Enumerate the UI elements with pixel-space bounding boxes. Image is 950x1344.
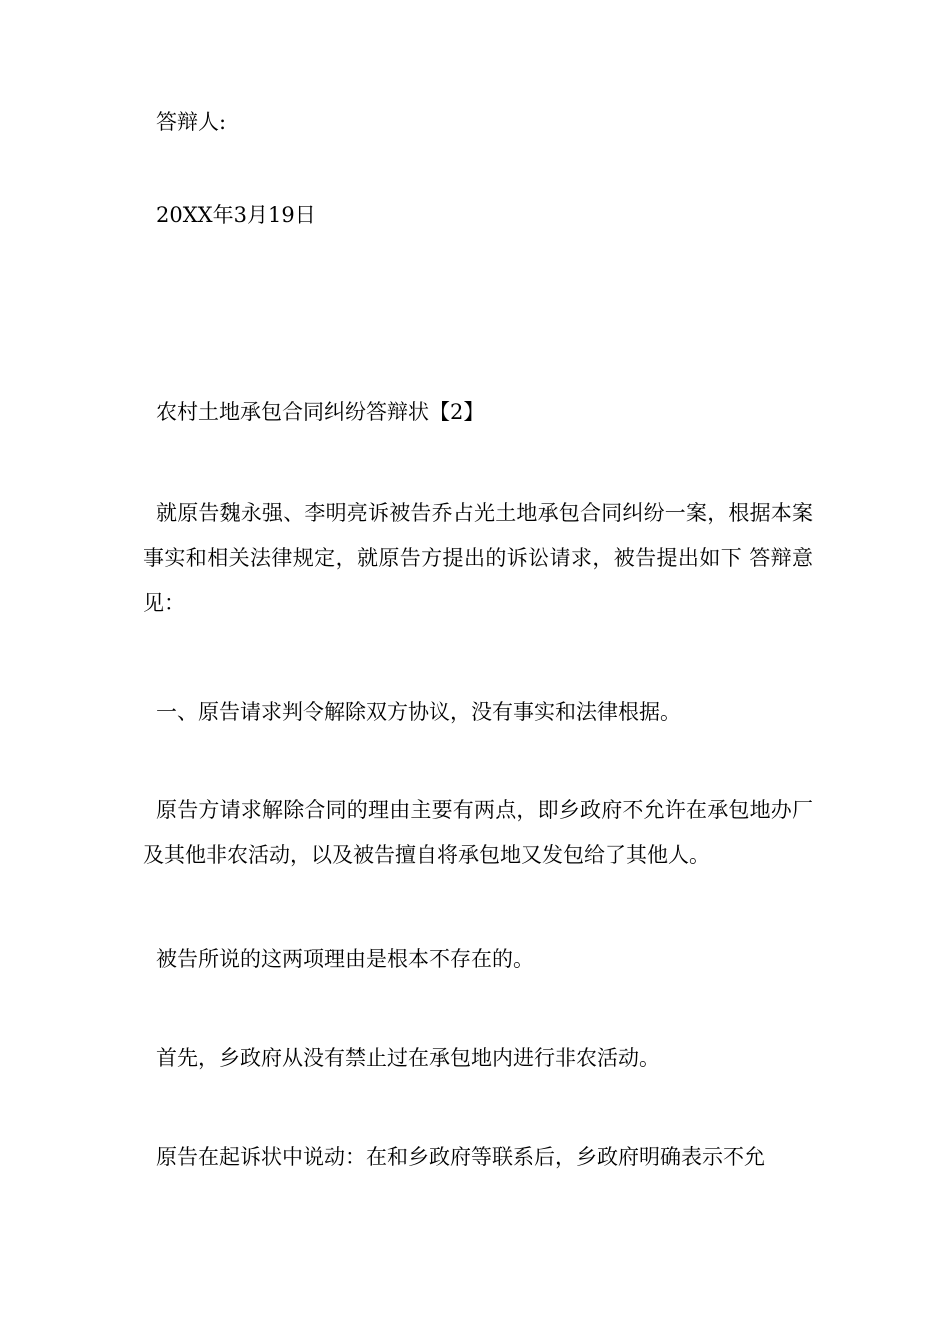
signature-label: 答辩人: [156, 110, 227, 134]
signature-date: 20XX年3月19日 [156, 203, 316, 227]
paragraph-intro: 就原告魏永强、李明亮诉被告乔占光土地承包合同纠纷一案，根据本案事实和相关法律规定，就原告方提出的诉讼请求，被告提出如下 答辩意见： [143, 501, 813, 615]
paragraph-complaint: 原告在起诉状中说动：在和乡政府等联系后，乡政府明确表示不允 [156, 1145, 765, 1169]
paragraph-point-one: 一、原告请求判令解除双方协议，没有事实和法律根据。 [156, 700, 681, 724]
paragraph-rebuttal: 被告所说的这两项理由是根本不存在的。 [156, 947, 534, 971]
paragraph-first: 首先，乡政府从没有禁止过在承包地内进行非农活动。 [156, 1046, 660, 1070]
paragraph-reasons: 原告方请求解除合同的理由主要有两点，即乡政府不允许在承包地办厂及其他非农活动，以及被告擅自将承包地又发包给了其他人。 [143, 798, 813, 867]
section-title: 农村土地承包合同纠纷答辩状【2】 [156, 400, 485, 424]
